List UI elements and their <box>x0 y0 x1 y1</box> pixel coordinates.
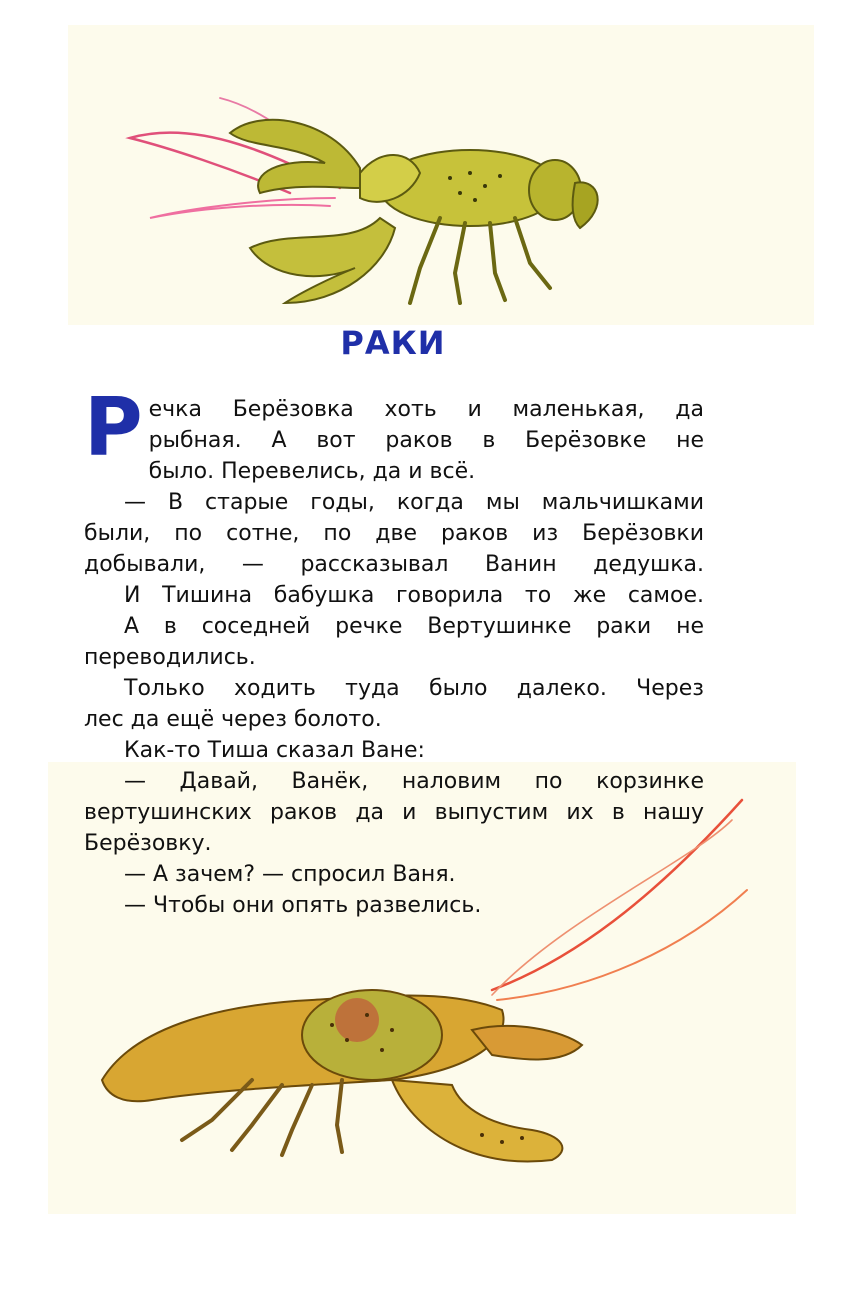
paragraph-6 <box>84 735 704 766</box>
text-line: добывали, — рассказывал Ванин дедушка. <box>84 552 704 577</box>
paragraph-5-line <box>84 704 704 735</box>
paragraph-3 <box>84 580 704 611</box>
text-line: И Тишина бабушка говорила то же самое. <box>124 583 704 608</box>
text-line: А в соседней речке Вертушинке раки не <box>124 614 704 639</box>
paragraph-2 <box>84 487 704 518</box>
paragraph-2-line <box>84 549 704 580</box>
paragraph-7-line <box>84 828 704 859</box>
paragraph-2-line <box>84 518 704 549</box>
text-line: переводились. <box>84 645 256 670</box>
story-text <box>84 381 704 921</box>
drop-cap: Р <box>84 381 143 474</box>
paragraph-1-end <box>84 456 704 487</box>
paragraph-7-line <box>84 797 704 828</box>
paragraph-4 <box>84 611 704 642</box>
text-line: Только ходить туда было далеко. Через <box>124 676 704 701</box>
text-line: — В старые годы, когда мы мальчишками <box>124 490 704 515</box>
page-title: РАКИ <box>340 324 446 362</box>
crayfish-top-body <box>360 150 598 228</box>
text-line: лес да ещё через болото. <box>84 707 382 732</box>
crayfish-top-antennae <box>130 98 342 218</box>
text-line: — Давай, Ванёк, наловим по корзинке <box>124 769 704 794</box>
text-line: Как-то Тиша сказал Ване: <box>124 738 425 763</box>
paragraph-9 <box>84 890 704 921</box>
text-line: — Чтобы они опять развелись. <box>124 893 482 918</box>
text-line: — А зачем? — спросил Ваня. <box>124 862 456 887</box>
paragraph-8 <box>84 859 704 890</box>
crayfish-top-claws <box>230 120 395 303</box>
text-line: были, по сотне, по две раков из Берёзовки <box>84 521 704 546</box>
paragraph-4-line <box>84 642 704 673</box>
text-line: Берёзовку. <box>84 831 212 856</box>
crayfish-top-legs <box>410 218 550 303</box>
paragraph-5 <box>84 673 704 704</box>
text-line: ечка Берёзовка хоть и маленькая, да <box>148 397 704 422</box>
crayfish-top-illustration <box>110 78 610 308</box>
text-line: вертушинских раков да и выпустим их в нашу <box>84 800 704 825</box>
text-line: было. Перевелись, да и всё. <box>148 459 476 484</box>
paragraph-7 <box>84 766 704 797</box>
text-line: рыбная. А вот раков в Берёзовке не <box>148 428 704 453</box>
